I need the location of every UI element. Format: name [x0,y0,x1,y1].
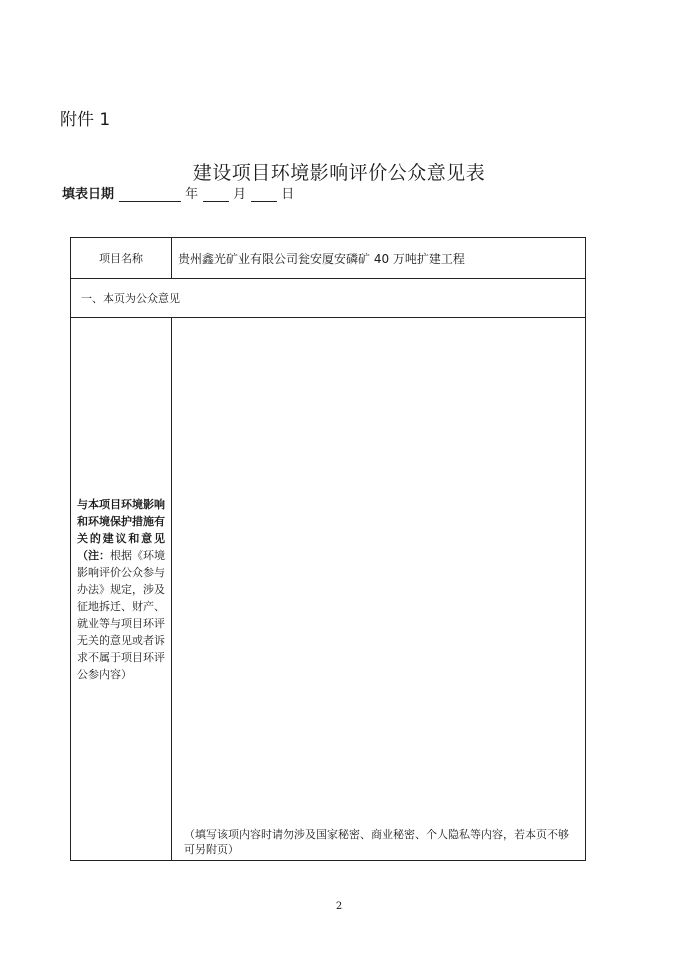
fill-date-day-unit: 日 [281,187,295,202]
privacy-note: （填写该项内容时请勿涉及国家秘密、商业秘密、个人隐私等内容，若本页不够可另附页） [184,828,569,856]
opinion-form-table [70,237,586,861]
fill-date-day-blank[interactable] [251,187,277,202]
opinion-row [71,318,586,861]
opinion-input-area[interactable] [172,318,586,861]
fill-date-year-blank[interactable] [119,187,181,202]
attachment-label: 附件 1 [60,110,111,130]
opinion-label [71,318,172,861]
fill-date-year-unit: 年 [185,187,199,202]
fill-date-month-blank[interactable] [203,187,229,202]
page-number: 2 [335,901,343,912]
form-title: 建设项目环境影响评价公众意见表 [192,162,486,184]
fill-date-month-unit: 月 [233,187,247,202]
project-name-value: 贵州鑫光矿业有限公司瓮安厦安磷矿 40 万吨扩建工程 [172,238,586,279]
project-name-label: 项目名称 [71,238,172,279]
fill-date-row [62,183,294,202]
section-heading: 一、本页为公众意见 [71,279,586,318]
fill-date-label: 填表日期 [62,187,115,202]
opinion-label-bold: 与本项目环境影响和环境保护措施有关的建议和意见（注： [77,497,165,562]
section-heading-row [71,279,586,318]
opinion-label-rest: 根据《环境影响评价公众参与办法》规定，涉及征地拆迁、财产、就业等与项目环评无关的意见或者诉求不属于项目环评公参内容） [77,548,165,681]
project-name-row [71,238,586,279]
